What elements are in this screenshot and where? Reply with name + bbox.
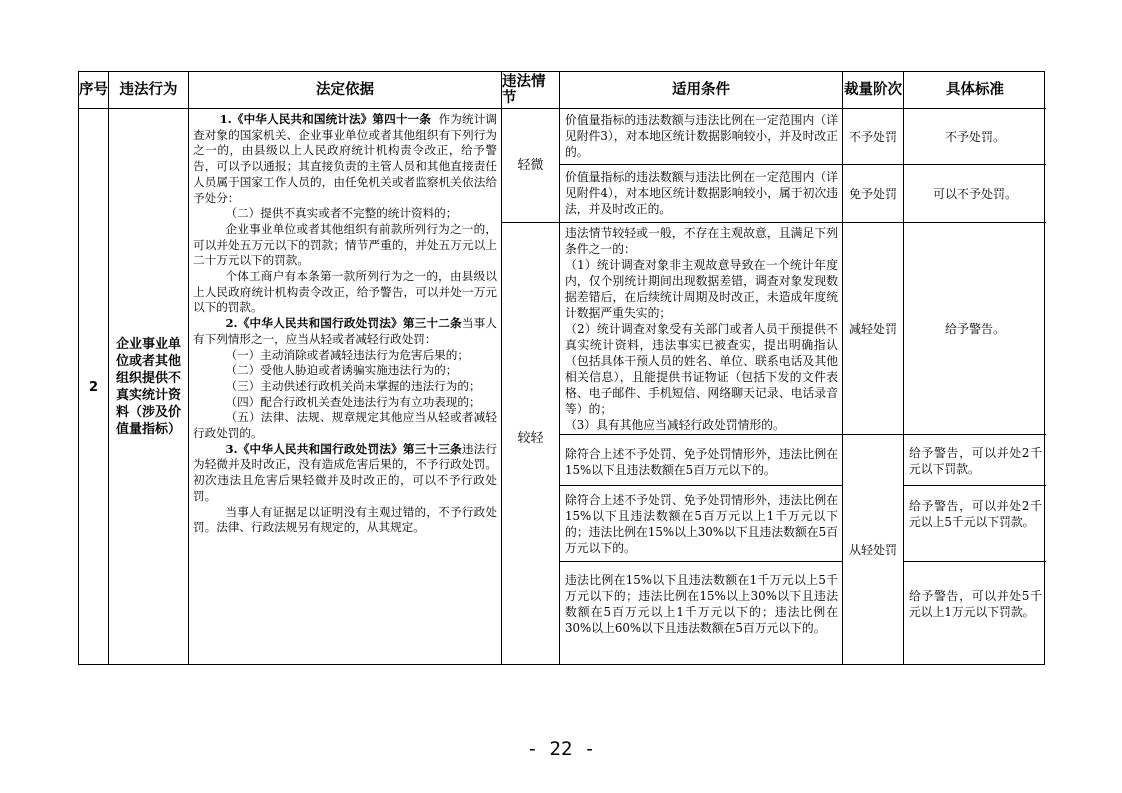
illegal-act-text: 企业事业单位或者其他组织提供不真实统计资料（涉及价值量指标） (115, 337, 181, 437)
condition-5: 除符合上述不予处罚、免予处罚情形外，违法比例在15%以下且违法数额在5百万元以上1千万元以下的；违法比例在15%以上30%以下且违法数额在5百万元以下的。 (560, 486, 843, 562)
page-number: - 22 - (526, 738, 596, 760)
condition-3: 违法情节较轻或一般，不存在主观故意，且满足下列条件之一的： （1）统计调查对象非主观故意导致在一个统计年度内，仅个别统计期间出现数据差错，调查对象发现数据差错后，在后续统计周期及时改正，未造成年度统计数据严重失实的； （2）统计调查对象受有关部门或者人员干预提供不真实统计资料，违法事实已被查实，提出明确指认（包括具体干预人员的姓名、单位、联系电话及其他相关信息），且能提供书证物证（包括下发的文件表格、电子邮件、手机短信、网络聊天记录、电话录音等）的； （3）具有其他应当减轻行政处罚情形的。 (560, 223, 843, 435)
condition-1: 价值量指标的违法数额与违法比例在一定范围内（详见附件3），对本地区统计数据影响较小，并及时改正的。 (560, 109, 843, 165)
level-lenient: 从轻处罚 (843, 435, 904, 665)
standard-5: 给予警告，可以并处2千元以上5千元以下罚款。 (904, 486, 1046, 562)
legal-basis (189, 109, 502, 665)
law2-item: （一）主动消除或者减轻违法行为危害后果的； (225, 347, 469, 362)
header-basis: 法定依据 (189, 72, 502, 109)
condition-6: 违法比例在15%以下且违法数额在1千万元以上5千万元以下的；违法比例在15%以上30%以下且违法数额在5百万元以上1千万元以下的；违法比例在30%以上60%以下且违法数额在5百万元以下的。 (560, 562, 843, 665)
law3-paragraph2: 当事人有证据足以证明没有主观过错的，不予行政处罚。法律、行政法规另有规定的，从其规定。 (193, 504, 497, 535)
penalty-table (78, 71, 1045, 665)
level-none: 不予处罚 (843, 109, 904, 165)
standard-3: 给予警告。 (904, 223, 1046, 435)
header-std: 具体标准 (904, 72, 1046, 109)
header-no: 序号 (79, 72, 109, 109)
header-cond: 适用条件 (560, 72, 843, 109)
circumstance-minor: 轻微 (502, 109, 560, 223)
law2-item: （四）配合行政机关查处违法行为有立功表现的； (225, 394, 481, 409)
law1-paragraph3: 个体工商户有本条第一款所列行为之一的，由县级以上人民政府统计机构责令改正，给予警告，可以并处一万元以下的罚款。 (193, 269, 497, 315)
row-number: 2 (79, 109, 109, 665)
law3-title: 3.《中华人民共和国行政处罚法》第三十三条 (225, 441, 462, 456)
law2-paragraph1: 当事人有下列情形之一，应当从轻或者减轻行政处罚： (193, 316, 497, 346)
standard-2: 可以不予处罚。 (904, 165, 1046, 223)
law1-item2: （二）提供不真实或者不完整的统计资料的； (225, 206, 458, 221)
circumstance-lighter: 较轻 (502, 223, 560, 665)
law1-paragraph1: 作为统计调查对象的国家机关、企业事业单位或者其他组织有下列行为之一的，由县级以上人民政府统计机构责令改正，给予警告，可以予以通报；其直接负责的主管人员和其他直接责任人员属于国家工作人员的，由任免机关或者监察机关依法给予处分： (193, 112, 497, 205)
standard-6: 给予警告，可以并处5千元以上1万元以下罚款。 (909, 589, 1042, 619)
law2-item: （二）受他人胁迫或者诱骗实施违法行为的； (225, 363, 458, 378)
law1-title: 1.《中华人民共和国统计法》第四十一条 (219, 112, 431, 126)
law2-item: （三）主动供述行政机关尚未掌握的违法行为的； (225, 378, 481, 393)
standard-1: 不予处罚。 (904, 109, 1046, 165)
condition-4: 除符合上述不予处罚、免予处罚情形外，违法比例在15%以下且违法数额在5百万元以下的。 (560, 435, 843, 486)
level-exempt: 免予处罚 (843, 165, 904, 223)
law2-title: 2.《中华人民共和国行政处罚法》第三十二条 (225, 316, 462, 331)
header-level: 裁量阶次 (843, 72, 904, 109)
header-circ: 违法情节 (502, 72, 560, 109)
law3-paragraph1: 违法行为轻微并及时改正，没有造成危害后果的，不予行政处罚。初次违法且危害后果轻微并及时改正的，可以不予行政处罚。 (193, 441, 497, 503)
level-reduce: 减轻处罚 (843, 223, 904, 435)
condition-2: 价值量指标的违法数额与违法比例在一定范围内（详见附件4），对本地区统计数据影响较小，属于初次违法，并及时改正的。 (560, 165, 843, 223)
illegal-act (109, 109, 189, 665)
standard-4: 给予警告，可以并处2千元以下罚款。 (904, 435, 1046, 486)
law1-paragraph2: 企业事业单位或者其他组织有前款所列行为之一的，可以并处五万元以下的罚款；情节严重的，并处五万元以上二十万元以下的罚款。 (193, 221, 497, 268)
law2-item: （五）法律、法规、规章规定其他应当从轻或者减轻行政处罚的。 (193, 410, 497, 441)
header-act: 违法行为 (109, 72, 189, 109)
